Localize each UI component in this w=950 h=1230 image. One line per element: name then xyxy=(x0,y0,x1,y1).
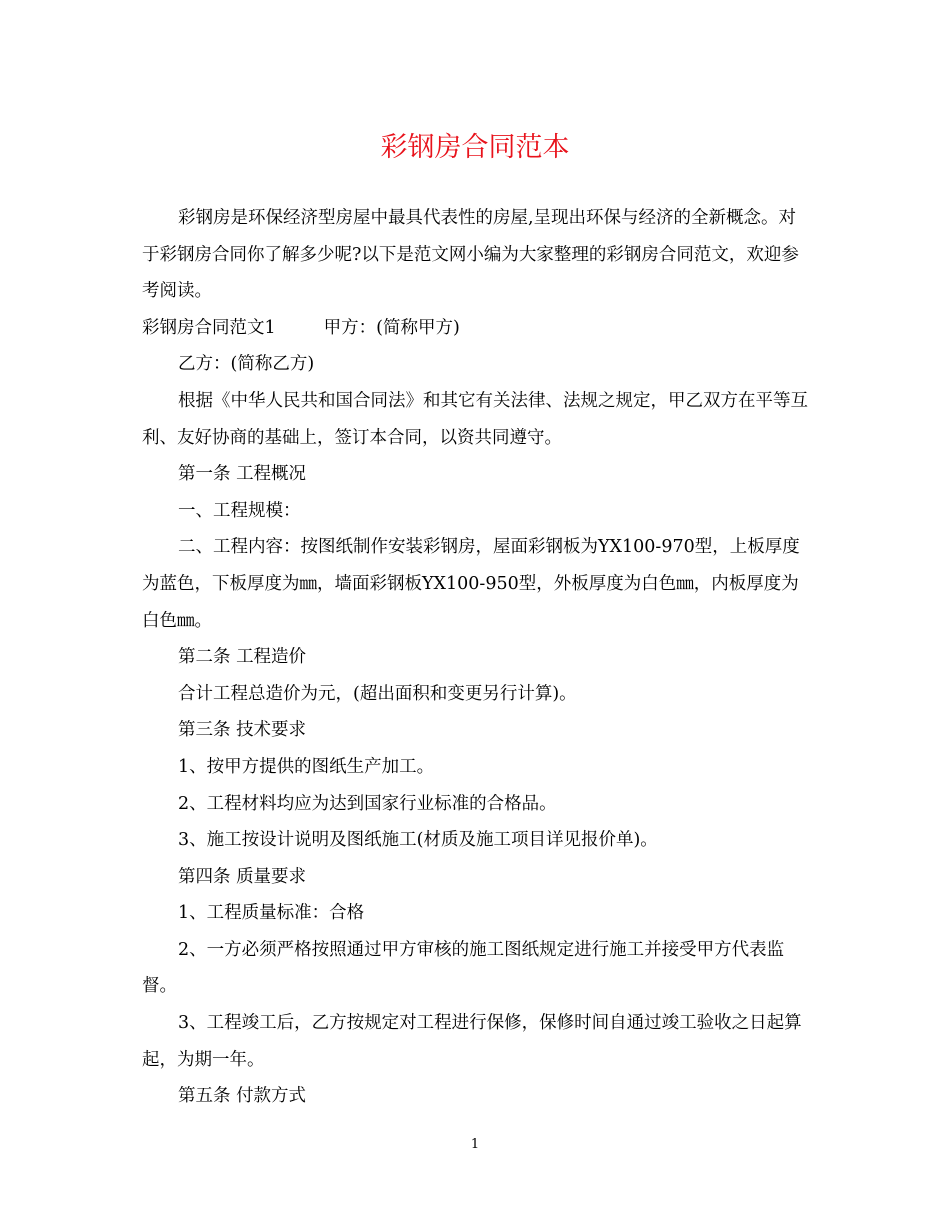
sample-label: 彩钢房合同范文1 xyxy=(142,317,276,338)
article-4-item-1: 1、工程质量标准：合格 xyxy=(178,903,365,924)
article-1-title: 第一条 工程概况 xyxy=(178,464,307,485)
article-3-title: 第三条 技术要求 xyxy=(178,720,307,741)
article-3-item-2: 2、工程材料均应为达到国家行业标准的合格品。 xyxy=(178,793,557,814)
article-2-title: 第二条 工程造价 xyxy=(178,647,307,668)
article-4-item-2: 2、一方必须严格按照通过甲方审核的施工图纸规定进行施工并接受甲方代表监督。 xyxy=(142,939,785,997)
article-4-item-3: 3、工程竣工后，乙方按规定对工程进行保修，保修时间自通过竣工验收之日起算起，为期一年。 xyxy=(142,1013,802,1070)
preamble-paragraph: 根据《中华人民共和国合同法》和其它有关法律、法规之规定，甲乙双方在平等互利、友好协商的基础上，签订本合同，以资共同遵守。 xyxy=(142,390,808,448)
party-a-line: 甲方：(简称甲方) xyxy=(323,317,460,338)
article-2-text: 合计工程总造价为元，(超出面积和变更另行计算)。 xyxy=(178,683,577,704)
article-4-title: 第四条 质量要求 xyxy=(178,866,307,887)
article-5-title: 第五条 付款方式 xyxy=(178,1086,307,1107)
article-1-item-1: 一、工程规模： xyxy=(178,500,301,521)
document-title: 彩钢房合同范本 xyxy=(380,132,570,163)
article-3-item-3: 3、施工按设计说明及图纸施工(材质及施工项目详见报价单)。 xyxy=(178,830,658,851)
sample-heading-line xyxy=(142,310,810,347)
article-3-item-1: 1、按甲方提供的图纸生产加工。 xyxy=(178,756,435,777)
party-b-line: 乙方：(简称乙方) xyxy=(178,354,315,375)
document-body xyxy=(142,200,810,1115)
intro-paragraph: 彩钢房是环保经济型房屋中最具代表性的房屋,呈现出环保与经济的全新概念。对于彩钢房合同你了解多少呢?以下是范文网小编为大家整理的彩钢房合同范文，欢迎参考阅读。 xyxy=(142,208,799,302)
page-number: 1 xyxy=(470,1137,480,1152)
article-1-item-2: 二、工程内容：按图纸制作安装彩钢房，屋面彩钢板为YX100-970型，上板厚度为蓝色，下板厚度为㎜，墙面彩钢板YX100-950型，外板厚度为白色㎜，内板厚度为白色㎜。 xyxy=(142,537,800,631)
